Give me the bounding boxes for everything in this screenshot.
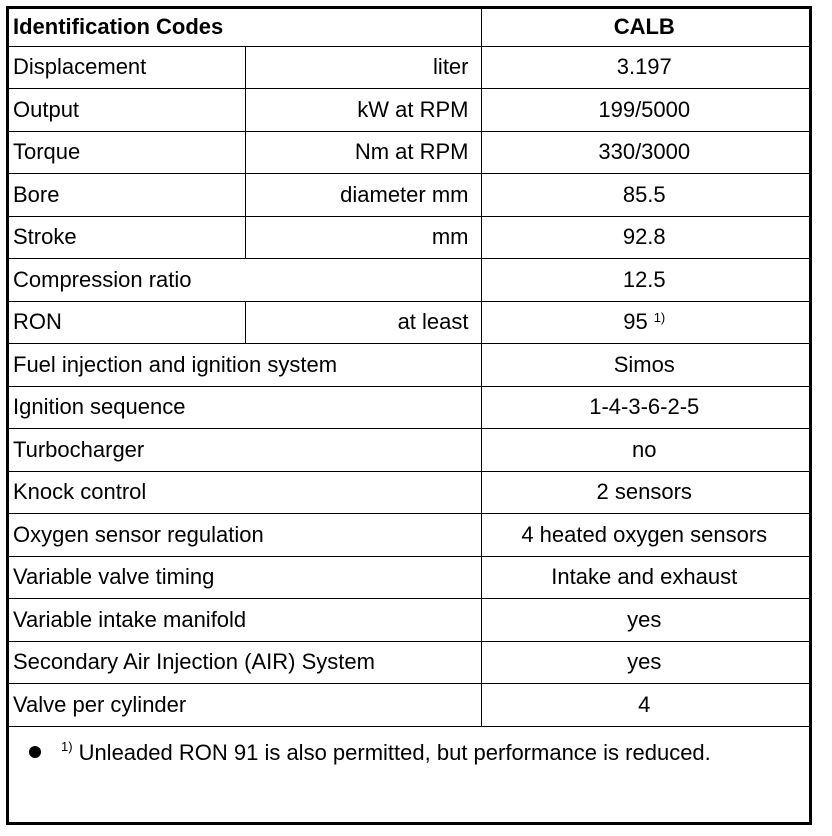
row-value: 330/3000 xyxy=(481,131,809,174)
engine-spec-table xyxy=(9,9,809,727)
row-label: Compression ratio xyxy=(9,259,481,302)
table-row xyxy=(9,556,809,599)
row-value: 4 heated oxygen sensors xyxy=(481,514,809,557)
spec-table-frame xyxy=(6,6,812,825)
row-value: yes xyxy=(481,599,809,642)
row-unit: kW at RPM xyxy=(245,89,481,132)
table-row xyxy=(9,471,809,514)
row-label: Variable intake manifold xyxy=(9,599,481,642)
table-row xyxy=(9,429,809,472)
row-unit: diameter mm xyxy=(245,174,481,217)
table-row xyxy=(9,131,809,174)
footnote-marker: 1) xyxy=(61,739,73,754)
table-row xyxy=(9,344,809,387)
header-title: Identification Codes xyxy=(9,9,481,46)
row-label: RON xyxy=(9,301,245,344)
row-unit: Nm at RPM xyxy=(245,131,481,174)
row-value-with-footnote xyxy=(481,301,809,344)
row-value: no xyxy=(481,429,809,472)
row-value: yes xyxy=(481,641,809,684)
row-value: 95 xyxy=(623,309,648,335)
footnote xyxy=(9,739,809,766)
row-label: Oxygen sensor regulation xyxy=(9,514,481,557)
row-label: Turbocharger xyxy=(9,429,481,472)
table-header-row xyxy=(9,9,809,46)
row-unit: at least xyxy=(245,301,481,344)
row-label: Bore xyxy=(9,174,245,217)
table-row xyxy=(9,301,809,344)
row-label: Fuel injection and ignition system xyxy=(9,344,481,387)
row-value: 2 sensors xyxy=(481,471,809,514)
table-row xyxy=(9,89,809,132)
row-value: 3.197 xyxy=(481,46,809,89)
table-row xyxy=(9,46,809,89)
row-label: Stroke xyxy=(9,216,245,259)
row-value: 199/5000 xyxy=(481,89,809,132)
table-row xyxy=(9,259,809,302)
table-row xyxy=(9,514,809,557)
row-value: 92.8 xyxy=(481,216,809,259)
row-value: 4 xyxy=(481,684,809,727)
row-label: Secondary Air Injection (AIR) System xyxy=(9,641,481,684)
row-value: Intake and exhaust xyxy=(481,556,809,599)
row-unit: liter xyxy=(245,46,481,89)
table-row xyxy=(9,684,809,727)
row-label: Displacement xyxy=(9,46,245,89)
table-row xyxy=(9,174,809,217)
footnote-text: Unleaded RON 91 is also permitted, but performance is reduced. xyxy=(78,740,711,765)
table-row xyxy=(9,386,809,429)
header-engine-code: CALB xyxy=(481,9,809,46)
row-unit: mm xyxy=(245,216,481,259)
table-row xyxy=(9,216,809,259)
row-value: 1-4-3-6-2-5 xyxy=(481,386,809,429)
row-value: Simos xyxy=(481,344,809,387)
row-label: Output xyxy=(9,89,245,132)
table-row xyxy=(9,599,809,642)
row-label: Ignition sequence xyxy=(9,386,481,429)
row-label: Valve per cylinder xyxy=(9,684,481,727)
row-value: 85.5 xyxy=(481,174,809,217)
table-row xyxy=(9,641,809,684)
footnote-marker: 1) xyxy=(653,310,666,326)
row-label: Torque xyxy=(9,131,245,174)
row-label: Variable valve timing xyxy=(9,556,481,599)
bullet-icon xyxy=(29,746,41,758)
row-value: 12.5 xyxy=(481,259,809,302)
row-label: Knock control xyxy=(9,471,481,514)
